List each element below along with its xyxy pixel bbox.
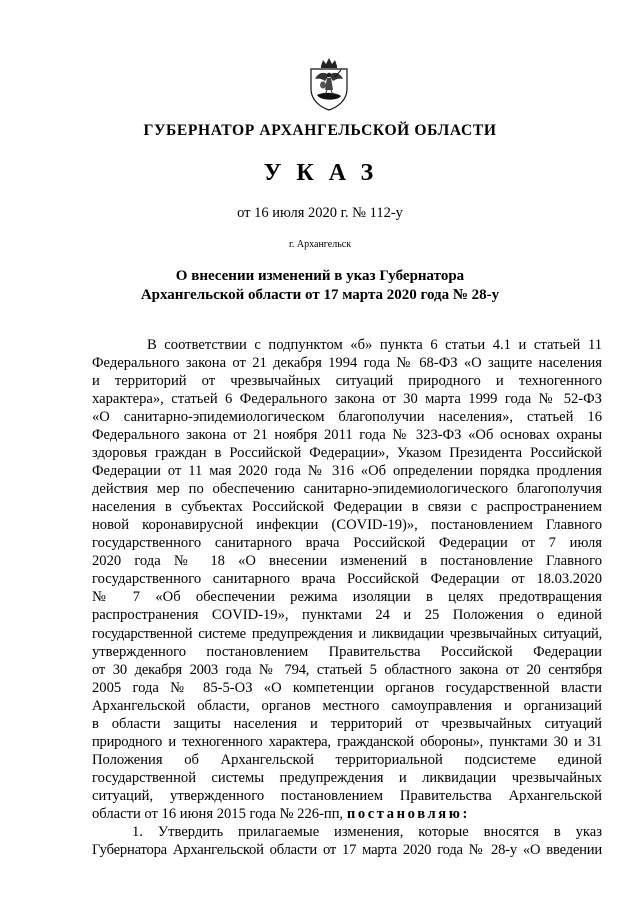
body-line: государственной системы предупреждения и ликвидации чрезвычайных	[92, 769, 602, 786]
body-line: в области защиты населения и территорий от чрезвычайных ситуаций	[92, 715, 602, 732]
body-line: № 7 «Об обеспечении режима изоляции в целях предотвращения	[92, 589, 602, 606]
document-city: г. Архангельск	[288, 239, 352, 250]
body-line: государственного санитарного врача Российской Федерации от 18.03.2020	[92, 571, 602, 588]
document-type-heading: УКАЗ	[263, 160, 389, 186]
body-line: природного и техногенного характера, гражданской обороны», пунктами 30 и 31	[92, 733, 602, 750]
organization-heading: ГУБЕРНАТОР АРХАНГЕЛЬСКОЙ ОБЛАСТИ	[143, 122, 497, 139]
body-line: распространения COVID-19», пунктами 24 и 25 Положения о единой	[92, 607, 602, 624]
body-line: ситуаций, утвержденного постановлением Правительства Архангельской	[92, 787, 602, 804]
body-line: здоровья граждан в Российской Федерации», Указом Президента Российской	[92, 445, 602, 462]
body-line: Положения об Архангельской территориальной подсистеме единой	[92, 751, 602, 768]
body-line: 2005 года № 85-5-ОЗ «О компетенции органов государственной власти	[92, 679, 602, 696]
document-title	[0, 267, 640, 305]
document-title-line: Архангельской области от 17 марта 2020 года № 28-у	[140, 287, 500, 303]
body-line: и территорий от чрезвычайных ситуаций природного и техногенного	[92, 373, 602, 390]
body-line: Губернатора Архангельской области от 17 марта 2020 года № 28-у «О введении	[92, 841, 602, 858]
body-line: 2020 года № 18 «О внесении изменений в постановление Главного	[92, 553, 602, 570]
body-line	[92, 805, 602, 823]
body-line: характера», статьей 6 Федерального закона от 30 марта 1999 года № 52-ФЗ	[92, 391, 602, 408]
decree-word: постановляю:	[346, 805, 470, 822]
body-line-text: области от 16 июня 2015 года № 226-пп,	[92, 805, 344, 822]
body-line: утвержденного постановлением Правительства Российской Федерации	[92, 643, 602, 660]
body-line: от 30 декабря 2003 года № 794, статьей 5 областного закона от 20 сентября	[92, 661, 602, 678]
body-line: государственной системе предупреждения и ликвидации чрезвычайных ситуаций,	[92, 625, 602, 642]
body-line: действия мер по обеспечению санитарно-эпидемиологического благополучия	[92, 481, 602, 498]
document-date-number: от 16 июля 2020 г. № 112-у	[237, 205, 403, 221]
body-line: В соответствии с подпунктом «б» пункта 6 статьи 4.1 и статьей 11	[147, 337, 602, 353]
body-line: 1. Утвердить прилагаемые изменения, которые вносятся в указ	[132, 823, 602, 840]
coat-of-arms-icon	[308, 57, 350, 111]
document-body	[92, 336, 602, 859]
body-line: населения в субъектах Российской Федерации в связи с распространением	[92, 499, 602, 516]
body-line: государственного санитарного врача Российской Федерации от 7 июля	[92, 535, 602, 552]
body-line: Федерального закона от 21 ноября 2011 года № 323-ФЗ «Об основах охраны	[92, 427, 602, 444]
body-line: Федерального закона от 21 декабря 1994 года № 68-ФЗ «О защите населения	[92, 355, 602, 372]
body-line: новой коронавирусной инфекции (COVID-19)», постановлением Главного	[92, 517, 602, 534]
body-line: Федерации от 11 мая 2020 года № 316 «Об определении порядка продления	[92, 463, 602, 480]
document-title-line: О внесении изменений в указ Губернатора	[175, 268, 465, 284]
body-line: «О санитарно-эпидемиологическом благополучии населения», статьей 16	[92, 409, 602, 426]
body-line: Архангельской области, органов местного самоуправления и организаций	[92, 697, 602, 714]
